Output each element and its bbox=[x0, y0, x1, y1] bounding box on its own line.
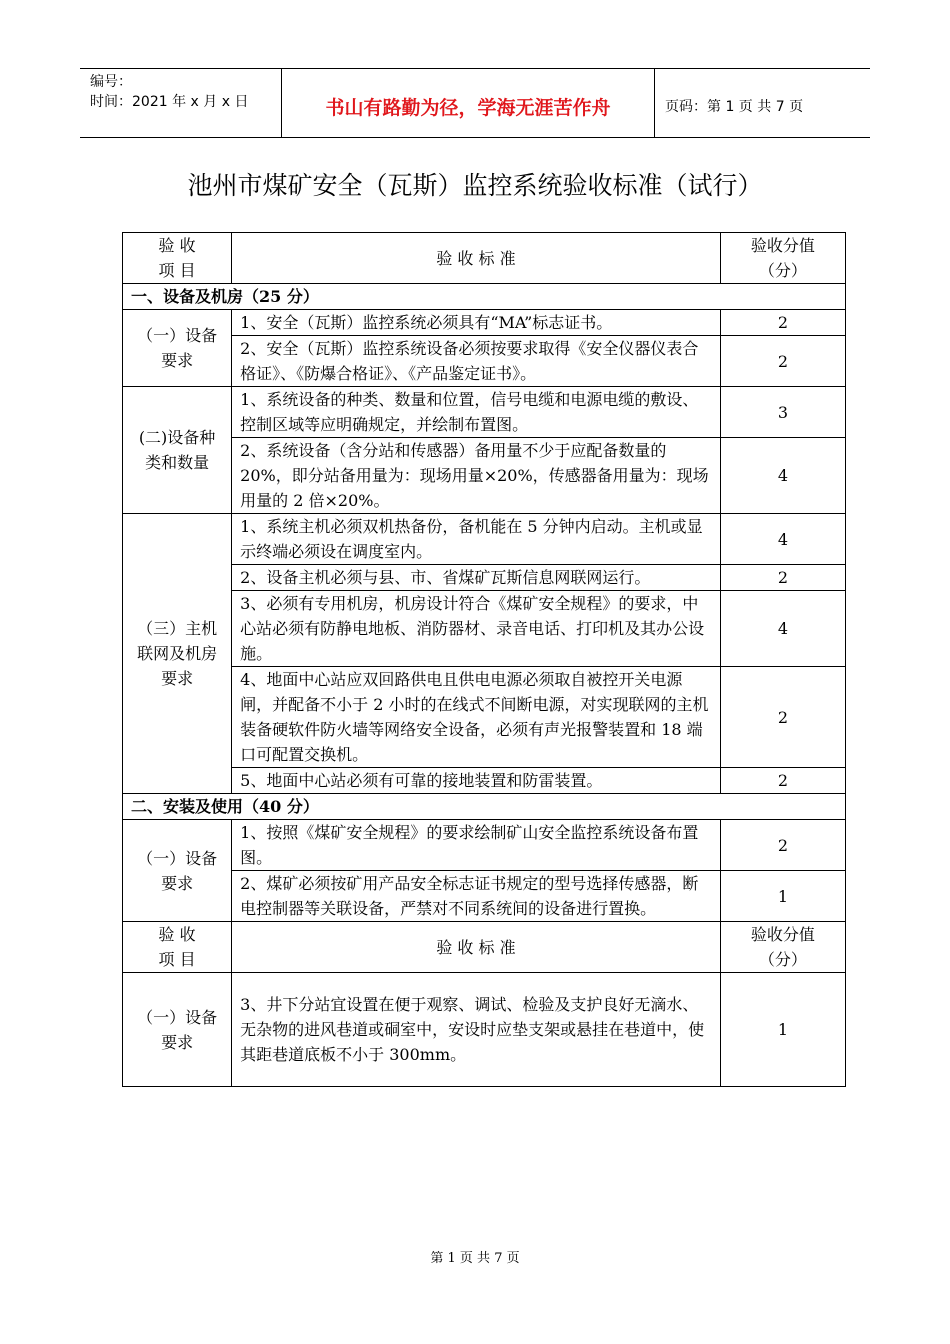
standard-text: 5、地面中心站必须有可靠的接地装置和防雷装置。 bbox=[232, 768, 721, 794]
document-title: 池州市煤矿安全（瓦斯）监控系统验收标准（试行） bbox=[187, 171, 763, 200]
standard-text: 4、地面中心站应双回路供电且供电电源必须取自被控开关电源闸，并配备不小于 2 小时的在线式不间断电源，对实现联网的主机装备硬软件防火墙等网络安全设备，必须有声光报警装置和 18 端口可配置交换机。 bbox=[232, 667, 721, 768]
column-header-score: 验收分值 （分） bbox=[720, 233, 845, 284]
standard-text: 1、安全（瓦斯）监控系统必须具有“MA”标志证书。 bbox=[232, 310, 721, 336]
section-title: 一、设备及机房（25 分） bbox=[123, 284, 846, 310]
column-header-score: 验收分值 （分） bbox=[720, 922, 845, 973]
document-number-label: 编号： bbox=[90, 74, 132, 90]
header-meta bbox=[80, 69, 282, 137]
table-row bbox=[123, 667, 846, 768]
page-footer: 第 1 页 共 7 页 bbox=[430, 1251, 520, 1266]
table-header-row bbox=[123, 233, 846, 284]
table-row bbox=[123, 514, 846, 565]
table-row bbox=[123, 565, 846, 591]
item-label: (二)设备种类和数量 bbox=[123, 387, 232, 514]
score-value: 2 bbox=[720, 768, 845, 794]
table-header-row-repeat bbox=[123, 922, 846, 973]
standard-text: 2、设备主机必须与县、市、省煤矿瓦斯信息网联网运行。 bbox=[232, 565, 721, 591]
section-title: 二、安装及使用（40 分） bbox=[123, 794, 846, 820]
document-time: 时间：2021 年 x 月 x 日 bbox=[90, 94, 249, 110]
score-value: 4 bbox=[720, 591, 845, 667]
score-value: 2 bbox=[720, 820, 845, 871]
score-value: 1 bbox=[720, 871, 845, 922]
table-row bbox=[123, 768, 846, 794]
acceptance-table bbox=[122, 232, 846, 1087]
table-row bbox=[123, 336, 846, 387]
standard-text: 2、安全（瓦斯）监控系统设备必须按要求取得《安全仪器仪表合格证》、《防爆合格证》、《产品鉴定证书》。 bbox=[232, 336, 721, 387]
column-header-item: 验 收 项 目 bbox=[123, 233, 232, 284]
standard-text: 1、系统主机必须双机热备份，备机能在 5 分钟内启动。主机或显示终端必须设在调度室内。 bbox=[232, 514, 721, 565]
table-row bbox=[123, 820, 846, 871]
column-header-standard: 验 收 标 准 bbox=[232, 922, 721, 973]
item-label: （一）设备要求 bbox=[123, 820, 232, 922]
table-row bbox=[123, 591, 846, 667]
column-header-item: 验 收 项 目 bbox=[123, 922, 232, 973]
section-row bbox=[123, 284, 846, 310]
score-value: 3 bbox=[720, 387, 845, 438]
table-row bbox=[123, 438, 846, 514]
item-label: （一）设备要求 bbox=[123, 973, 232, 1087]
standard-text: 1、系统设备的种类、数量和位置，信号电缆和电源电缆的敷设、控制区域等应明确规定，并绘制布置图。 bbox=[232, 387, 721, 438]
header-page-info: 页码：第 1 页 共 7 页 bbox=[665, 99, 804, 115]
standard-text: 3、井下分站宜设置在便于观察、调试、检验及支护良好无滴水、无杂物的进风巷道或硐室中，安设时应垫支架或悬挂在巷道中，使其距巷道底板不小于 300mm。 bbox=[232, 973, 721, 1087]
standard-text: 2、煤矿必须按矿用产品安全标志证书规定的型号选择传感器，断电控制器等关联设备，严禁对不同系统间的设备进行置换。 bbox=[232, 871, 721, 922]
score-value: 2 bbox=[720, 565, 845, 591]
score-value: 4 bbox=[720, 514, 845, 565]
item-label: （一）设备要求 bbox=[123, 310, 232, 387]
table-row bbox=[123, 387, 846, 438]
table-row bbox=[123, 310, 846, 336]
score-value: 2 bbox=[720, 667, 845, 768]
standard-text: 3、必须有专用机房，机房设计符合《煤矿安全规程》的要求，中心站必须有防静电地板、消防器材、录音电话、打印机及其办公设施。 bbox=[232, 591, 721, 667]
header-motto: 书山有路勤为径，学海无涯苦作舟 bbox=[282, 69, 655, 137]
section-row bbox=[123, 794, 846, 820]
table-row bbox=[123, 973, 846, 1087]
item-label: （三）主机联网及机房要求 bbox=[123, 514, 232, 794]
score-value: 2 bbox=[720, 310, 845, 336]
score-value: 4 bbox=[720, 438, 845, 514]
table-row bbox=[123, 871, 846, 922]
score-value: 1 bbox=[720, 973, 845, 1087]
column-header-standard: 验 收 标 准 bbox=[232, 233, 721, 284]
standard-text: 2、系统设备（含分站和传感器）备用量不少于应配备数量的 20%，即分站备用量为：现场用量×20%，传感器备用量为：现场用量的 2 倍×20%。 bbox=[232, 438, 721, 514]
score-value: 2 bbox=[720, 336, 845, 387]
page-header bbox=[80, 68, 870, 138]
standard-text: 1、按照《煤矿安全规程》的要求绘制矿山安全监控系统设备布置图。 bbox=[232, 820, 721, 871]
